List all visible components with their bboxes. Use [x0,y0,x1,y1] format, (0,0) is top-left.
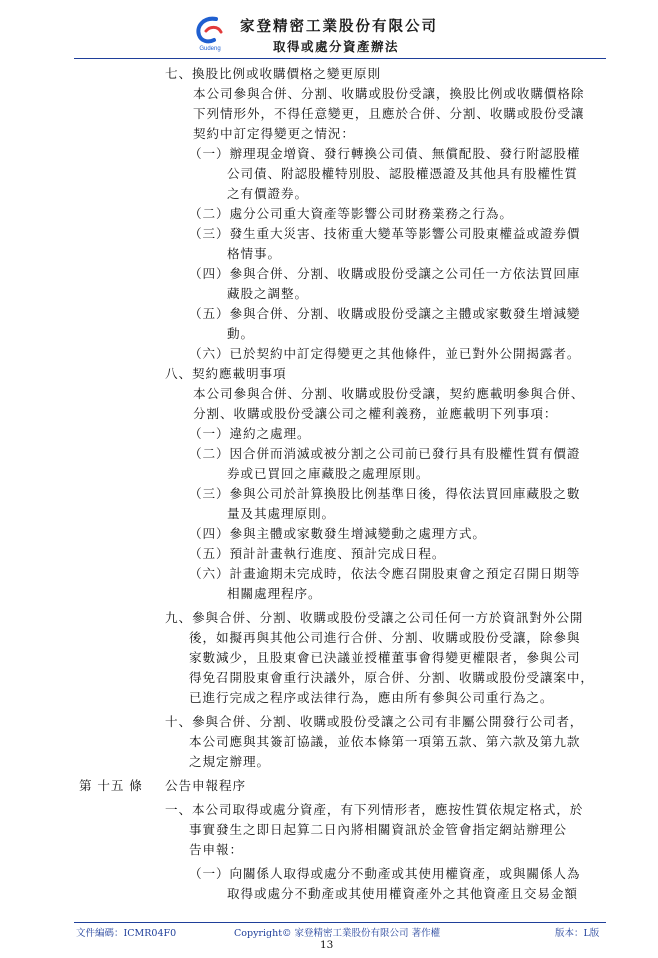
version-label: 版本：L版 [555,928,600,939]
company-name: 家登精密工業股份有限公司 [240,18,438,35]
list-item: （四）參與合併、分割、收購或股份受讓之公司任一方依法買回庫 [189,266,581,281]
list-item: （三）參與公司於計算換股比例基準日後，得依法買回庫藏股之數 [189,486,581,501]
paragraph-line: 之規定辦理。 [189,754,270,769]
list-item-continuation: 之有價證券。 [227,186,308,201]
company-logo [192,14,228,52]
page-header [0,0,658,60]
list-item-continuation: 格情事。 [227,246,281,261]
list-item: （六）已於契約中訂定得變更之其他條件，並已對外公開揭露者。 [189,346,581,361]
section-heading: 十、參與合併、分割、收購或股份受讓之公司有非屬公開發行公司者， [165,714,584,729]
list-item-continuation: 券或已買回之庫藏股之處理原則。 [227,466,430,481]
page-number: 13 [320,939,334,951]
list-item: （五）參與合併、分割、收購或股份受讓之主體或家數發生增減變 [189,306,581,321]
copyright-notice: Copyright© 家登精密工業股份有限公司 著作權 [234,928,441,939]
paragraph-line: 告申報： [189,842,243,857]
list-item: （三）發生重大災害、技術重大變革等影響公司股東權益或證券價 [189,226,581,241]
section-heading: 七、換股比例或收購價格之變更原則 [165,66,381,81]
document-title: 取得或處分資產辦法 [273,39,400,54]
paragraph-line: 事實發生之即日起算二日內將相關資訊於金管會指定網站辦理公 [189,822,567,837]
list-item: （二）處分公司重大資產等影響公司財務業務之行為。 [189,206,513,221]
list-item: （一）辦理現金增資、發行轉換公司債、無償配股、發行附認股權 [189,146,581,161]
document-body [0,60,658,920]
list-item-continuation: 動。 [227,326,254,341]
paragraph-line: 本公司參與合併、分割、收購或股份受讓，換股比例或收購價格除 [193,86,585,101]
list-item: （五）預計計畫執行進度、預計完成日程。 [189,546,446,561]
paragraph-line: 下列情形外，不得任意變更，且應於合併、分割、收購或股份受讓 [193,106,585,121]
paragraph-line: 本公司應與其簽訂協議，並依本條第一項第五款、第六款及第九款 [189,734,581,749]
page-footer [0,918,658,958]
list-item-continuation: 量及其處理原則。 [227,506,335,521]
document-code: 文件編碼：ICMR04F0 [76,928,177,939]
section-heading: 八、契約應載明事項 [165,366,287,381]
section-heading: 一、本公司取得或處分資產，有下列情形者，應按性質依規定格式，於 [165,802,584,817]
list-item: （二）因合併而消滅或被分割之公司前已發行具有股權性質有價證 [189,446,581,461]
header-rule [74,58,606,59]
logo-wordmark: Gudeng [199,46,221,52]
list-item-continuation: 取得或處分不動產或其使用權資產外之其他資產且交易金額 [227,886,578,901]
list-item-continuation: 相關處理程序。 [227,586,322,601]
list-item-continuation: 公司債、附認股權特別股、認股權憑證及其他具有股權性質 [227,166,578,181]
paragraph-line: 分割、收購或股份受讓公司之權利義務，並應載明下列事項： [193,406,558,421]
paragraph-line: 本公司參與合併、分割、收購或股份受讓，契約應載明參與合併、 [193,386,585,401]
article-title: 公告申報程序 [165,778,246,793]
list-item: （六）計畫逾期未完成時，依法令應召開股東會之預定召開日期等 [189,566,581,581]
list-item: （四）參與主體或家數發生增減變動之處理方式。 [189,526,486,541]
list-item: （一）違約之處理。 [189,426,311,441]
paragraph-line: 已進行完成之程序或法律行為，應由所有參與公司重行為之。 [189,690,554,705]
paragraph-line: 契約中訂定得變更之情況： [193,126,355,141]
list-item: （一）向關係人取得或處分不動產或其使用權資產，或與關係人為 [189,866,581,881]
paragraph-line: 得免召開股東會重行決議外，原合併、分割、收購或股份受讓案中， [189,670,594,685]
paragraph-line: 後，如擬再與其他公司進行合併、分割、收購或股份受讓，除參與 [189,630,581,645]
article-number: 第 十五 條 [79,778,143,793]
list-item-continuation: 藏股之調整。 [227,286,308,301]
paragraph-line: 家數減少，且股東會已決議並授權董事會得變更權限者，參與公司 [189,650,581,665]
section-heading: 九、參與合併、分割、收購或股份受讓之公司任何一方於資訊對外公開 [165,610,584,625]
